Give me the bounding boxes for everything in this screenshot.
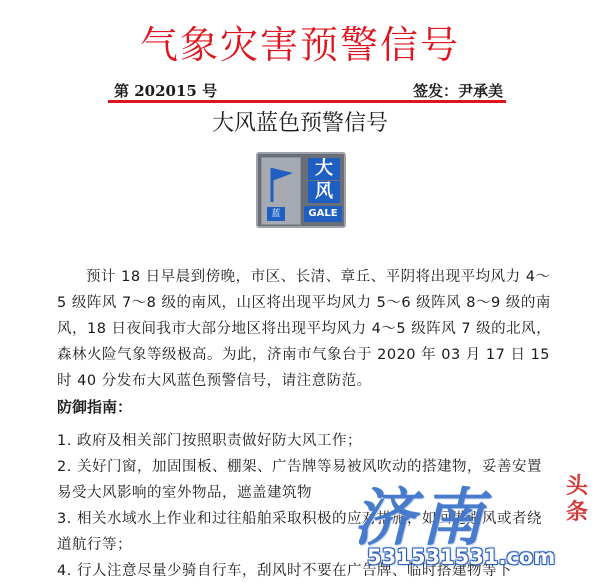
gale-warning-badge — [256, 152, 346, 228]
watermark-url: 531531531.com — [367, 545, 556, 569]
guide-heading: 防御指南： — [57, 398, 133, 416]
badge-flag-panel — [261, 157, 301, 225]
badge-english-label: GALE — [304, 206, 342, 222]
watermark-logo: 济南 — [353, 481, 490, 554]
guide-item: 2. 关好门窗，加固围板、棚架、广告牌等易被风吹动的搭建物，妥善安置易受大风影响的室外物品，遮盖建筑物 — [57, 459, 542, 501]
header-divider — [108, 100, 506, 103]
signal-title: 大风蓝色预警信号 — [211, 111, 388, 136]
guide-item: 4. 行人注意尽量少骑自行车，刮风时不要在广告牌、临时搭建物等下 — [57, 563, 512, 579]
warning-paragraph: 预计 18 日早晨到傍晚，市区、长清、章丘、平阴将出现平均风力 4～5 级阵风 7～8 级的南风，山区将出现平均风力 5～6 级阵风 8～9 级的南风，18 日夜间我市大部分地区将出现平均风力 4～5 级阵风 7 级的北风，森林火险气象等级极高。为此，济南市气象台于 2020 年 03 月 17 日 15 时 40 分发布大风蓝色预警信号，请注意防范。 — [57, 269, 552, 389]
guide-item: 1. 政府及相关部门按照职责做好防大风工作； — [57, 433, 362, 449]
document-title: 气象灾害预警信号 — [139, 23, 460, 67]
badge-char-2: 风 — [308, 181, 340, 203]
wind-flag-icon — [266, 164, 296, 204]
watermark-side-label: 头条 — [565, 474, 588, 525]
badge-char-1: 大 — [308, 158, 340, 180]
document-number: 第 202015 号 — [114, 82, 218, 100]
document-signer: 签发：尹承美 — [412, 82, 503, 100]
guide-item: 3. 相关水域水上作业和过往船舶采取积极的应对措施，如回港避风或者绕道航行等； — [57, 511, 542, 553]
badge-level-label: 蓝 — [267, 207, 285, 221]
